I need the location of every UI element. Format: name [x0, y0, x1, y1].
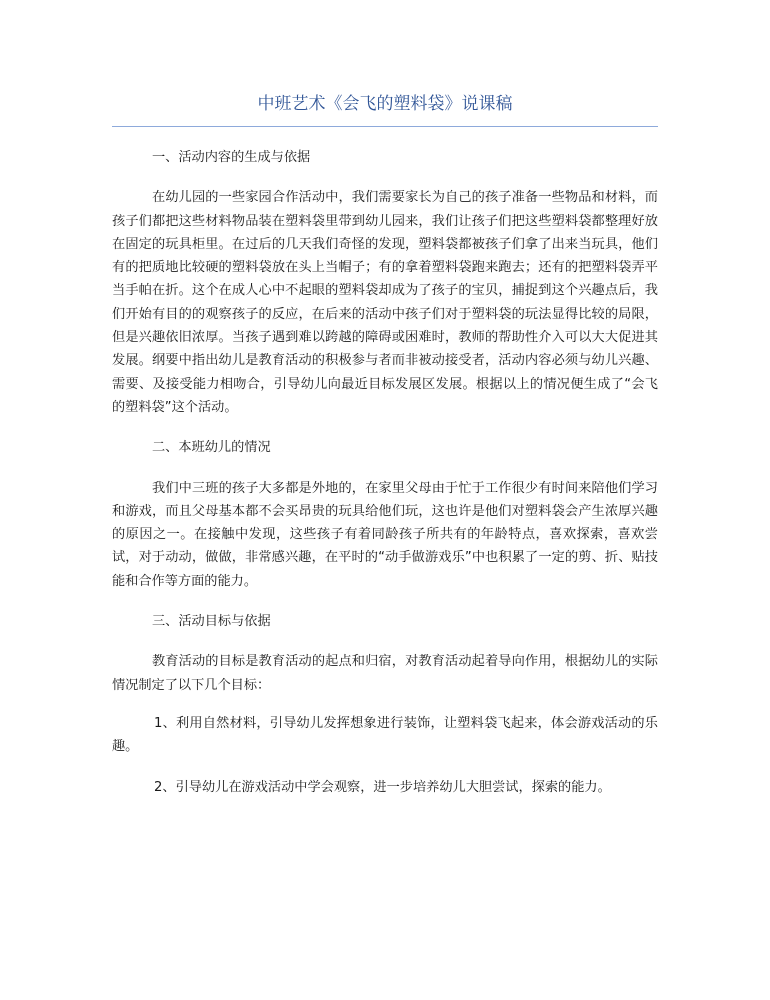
section-heading-2: 二、本班幼儿的情况	[152, 440, 271, 456]
document-body	[112, 146, 658, 816]
goal-item-1: 1、利用自然材料，引导幼儿发挥想象进行装饰，让塑料袋飞起来，体会游戏活动的乐趣。	[112, 715, 658, 755]
section-3-paragraph: 教育活动的目标是教育活动的起点和归宿，对教育活动起着导向作用，根据幼儿的实际情况制定了以下几个目标：	[112, 654, 658, 693]
section-2-paragraph: 我们中三班的孩子大多都是外地的，在家里父母由于忙于工作很少有时间来陪他们学习和游戏，而且父母基本都不会买昂贵的玩具给他们玩，这也许是他们对塑料袋会产生浓厚兴趣的原因之一。在接触中发现，这些孩子有着同龄孩子所共有的年龄特点，喜欢探索，喜欢尝试，对于动动，做做，非常感兴趣，在平时的“动手做游戏乐”中也积累了一定的剪、折、贴技能和合作等方面的能力。	[112, 480, 658, 589]
section-heading-3: 三、活动目标与依据	[152, 614, 271, 630]
goal-item-2: 2、引导幼儿在游戏活动中学会观察，进一步培养幼儿大胆尝试，探索的能力。	[154, 779, 611, 795]
section-1-paragraph: 在幼儿园的一些家园合作活动中，我们需要家长为自己的孩子准备一些物品和材料，而孩子们都把这些材料物品装在塑料袋里带到幼儿园来，我们让孩子们把这些塑料袋都整理好放在固定的玩具柜里。在过后的几天我们奇怪的发现，塑料袋都被孩子们拿了出来当玩具，他们有的把质地比较硬的塑料袋放在头上当帽子；有的拿着塑料袋跑来跑去；还有的把塑料袋弄平当手帕在折。这个在成人心中不起眼的塑料袋却成为了孩子的宝贝，捕捉到这个兴趣点后，我们开始有目的的观察孩子的反应，在后来的活动中孩子们对于塑料袋的玩法显得比较的局限，但是兴趣依旧浓厚。当孩子遇到难以跨越的障碍或困难时，教师的帮助性介入可以大大促进其发展。纲要中指出幼儿是教育活动的积极参与者而非被动接受者，活动内容必须与幼儿兴趣、需要、及接受能力相吻合，引导幼儿向最近目标发展区发展。根据以上的情况便生成了“会飞的塑料袋”这个活动。	[112, 190, 658, 415]
title-divider	[112, 126, 658, 127]
document-title: 中班艺术《会飞的塑料袋》说课稿	[257, 94, 513, 114]
section-heading-1: 一、活动内容的生成与依据	[152, 150, 311, 165]
